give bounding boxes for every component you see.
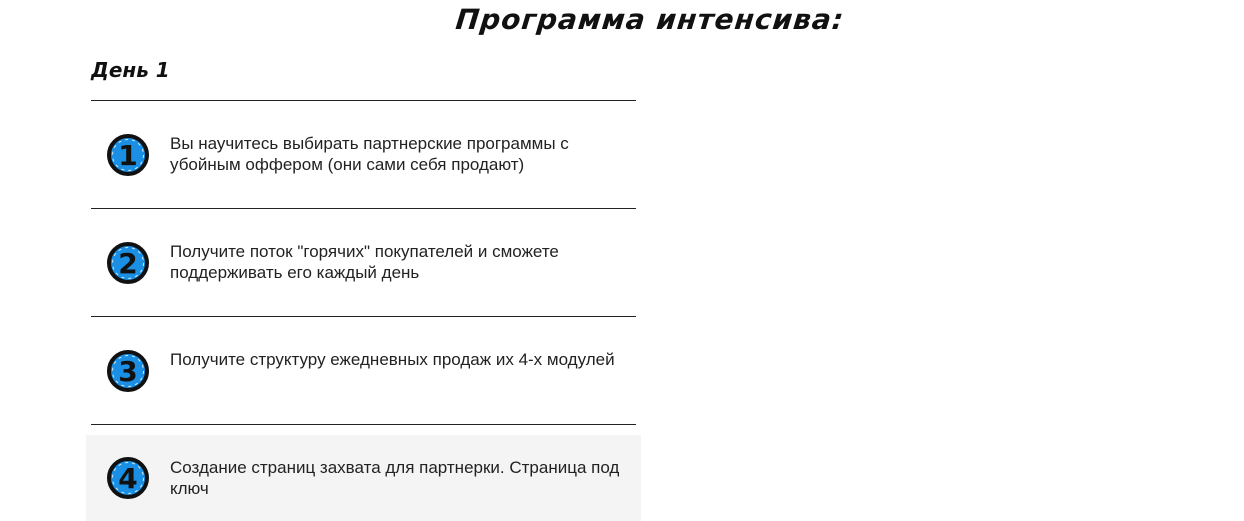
number-two-icon xyxy=(105,240,151,286)
number-4-glyph: 4 xyxy=(118,462,138,495)
program-list xyxy=(91,100,636,521)
program-item-2 xyxy=(91,208,636,316)
divider xyxy=(91,424,636,425)
program-item-text: Получите поток "горячих" покупателей и сможете поддерживать его каждый день xyxy=(170,242,559,282)
number-2-glyph: 2 xyxy=(118,247,138,280)
number-1-glyph: 1 xyxy=(118,139,138,172)
program-item-3 xyxy=(91,316,636,424)
program-item-4 xyxy=(86,435,641,521)
number-3-glyph: 3 xyxy=(118,355,138,388)
number-one-icon xyxy=(105,132,151,178)
number-three-icon xyxy=(105,348,151,394)
program-item-text: Создание страниц захвата для партнерки. Страница под ключ xyxy=(170,458,620,498)
program-item-text: Вы научитесь выбирать партнерские программы с убойным оффером (они сами себя продают) xyxy=(170,134,569,174)
day-label: День 1 xyxy=(91,58,170,82)
page-title: Программа интенсива: xyxy=(454,3,846,36)
number-four-icon xyxy=(105,455,151,501)
program-item-1 xyxy=(91,100,636,208)
program-item-text: Получите структуру ежедневных продаж их 4-х модулей xyxy=(170,350,615,369)
